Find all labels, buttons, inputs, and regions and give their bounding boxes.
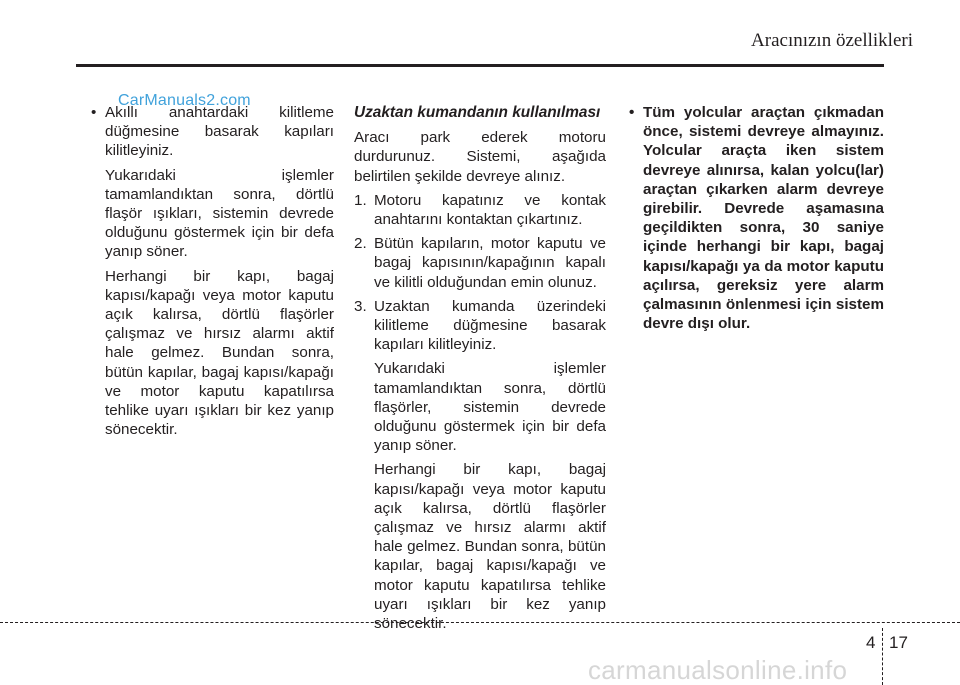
- step-text: Motoru kapatınız ve kontak anahtarını kontaktan çıkartınız.: [374, 191, 606, 229]
- step-text: Bütün kapıların, motor kaputu ve bagaj kapısının/kapağının kapalı ve kilitli olduğundan emin olunuz.: [374, 235, 606, 291]
- watermark-link-top[interactable]: CarManuals2.com: [118, 92, 251, 109]
- watermark-link-bottom[interactable]: carmanualsonline.info: [588, 655, 848, 685]
- section-title: Uzaktan kumandanın kullanılması: [354, 104, 601, 121]
- bullet-dot: •: [91, 104, 97, 121]
- column-1: [91, 103, 334, 444]
- paragraph: Herhangi bir kapı, bagaj kapısı/kapağı veya motor kaputu açık kalırsa, dörtlü flaşörler çalışmaz ve hırsız alarmı aktif hale gelmez. Bundan sonra, bütün kapılar, bagaj kapısı/kapağı ve motor kaputu kapatılırsa tehlike uyarı ışıkları bir kez yanıp sönecektir.: [105, 267, 334, 439]
- step-item: [354, 297, 606, 355]
- chapter-number: 4: [866, 633, 876, 652]
- chapter-title: Aracınızın özellikleri: [751, 30, 913, 51]
- bullet-item: [91, 103, 334, 161]
- footer-separator: [882, 628, 883, 685]
- intro-paragraph: Aracı park ederek motoru durdurunuz. Sistemi, aşağıda belirtilen şekilde devreye alınız.: [354, 129, 606, 185]
- step-text: Uzaktan kumanda üzerindeki kilitleme düğmesine basarak kapıları kilitleyiniz.: [374, 297, 606, 354]
- page-number: 17: [889, 633, 908, 652]
- bullet-text: Tüm yolcular araçtan çıkmadan önce, sistemi devreye almayınız. Yolcular araçta iken sistem devreye alınırsa, kalan yolcu(lar) araçtan çıkarken alarm devreye girebilir. Devrede aşamasına geçildikten sonra, 30 saniye içinde herhangi bir kapı, bagaj kapısı/kapağı ya da motor kaputu açılırsa, gereksiz yere alarm çalmasının önlenmesi için sistem devre dışı olur.: [643, 104, 884, 333]
- step-number: 1.: [354, 191, 367, 209]
- footer-rule: [0, 622, 960, 623]
- paragraph: Yukarıdaki işlemler tamamlandıktan sonra, dörtlü flaşörler, sistemin devrede olduğunu göstermek için bir defa yanıp söner.: [374, 360, 606, 455]
- header-rule: [76, 64, 884, 67]
- step-item: [354, 191, 606, 229]
- paragraph: Yukarıdaki işlemler tamamlandıktan sonra, dörtlü flaşör ışıkları, sistemin devrede olduğunu göstermek için bir defa yanıp söner.: [105, 166, 334, 261]
- bullet-dot: •: [629, 104, 635, 121]
- column-2: [354, 103, 606, 638]
- bullet-item: [629, 103, 884, 333]
- step-number: 3.: [354, 297, 367, 315]
- column-3: [629, 103, 884, 338]
- step-item: [354, 234, 606, 292]
- bullet-text: Akıllı anahtardaki kilitleme düğmesine basarak kapıları kilitleyiniz.: [105, 104, 334, 160]
- paragraph: Herhangi bir kapı, bagaj kapısı/kapağı veya motor kaputu açık kalırsa, dörtlü flaşörler çalışmaz ve hırsız alarmı aktif hale gelmez. Bundan sonra, bütün kapılar, bagaj kapısı/kapağı ve motor kaputu kapatılırsa tehlike uyarı ışıkları bir kez yanıp sönecektir.: [374, 461, 606, 633]
- step-number: 2.: [354, 235, 367, 253]
